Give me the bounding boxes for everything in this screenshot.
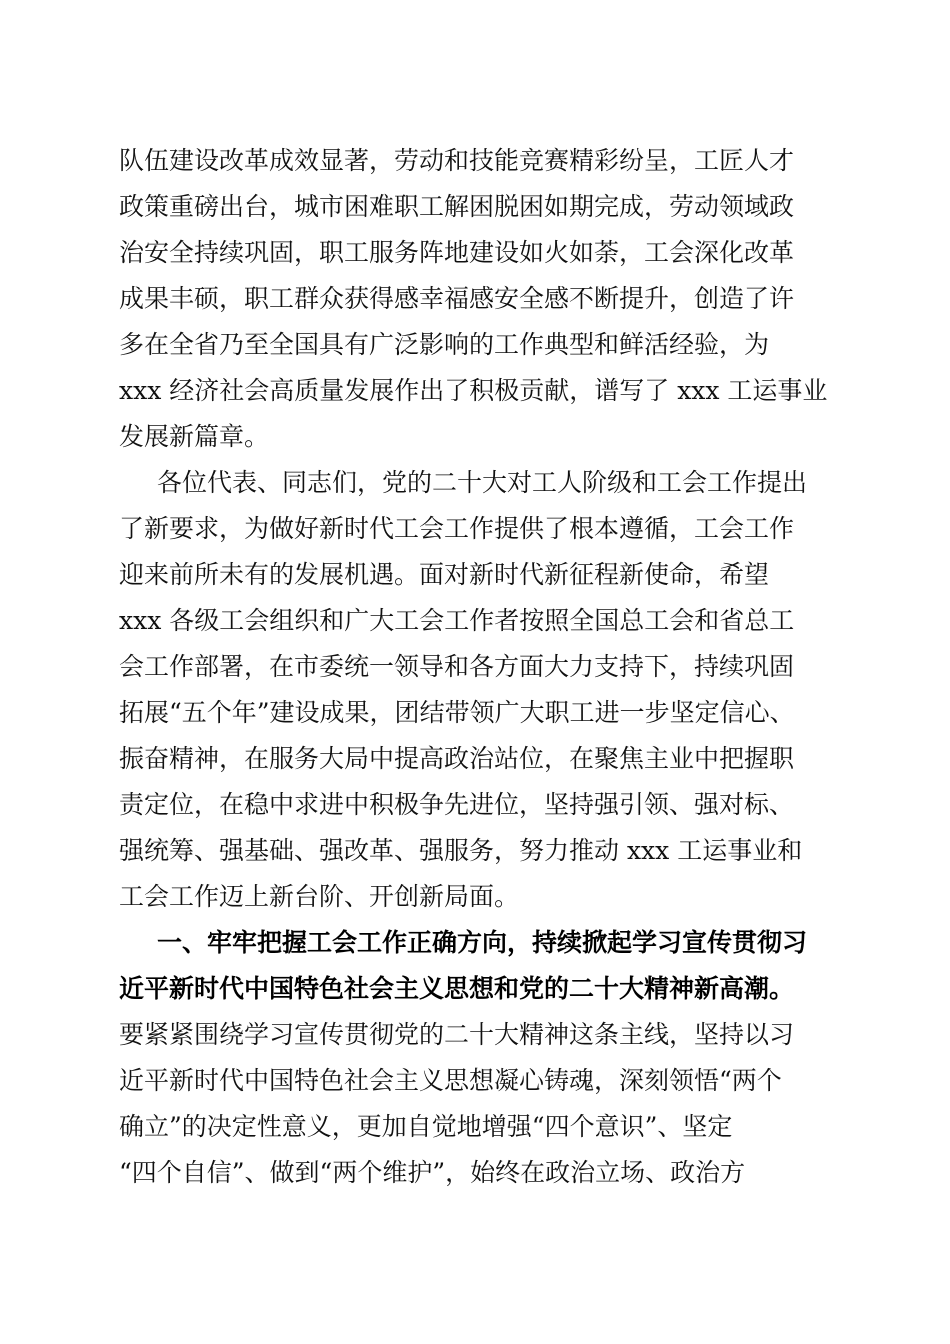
text-line: 强统筹、强基础、强改革、强服务，努力推动 xxx 工运事业和: [119, 836, 803, 865]
text-line: 确立”的决定性意义，更加自觉地增强“四个意识”、坚定: [119, 1112, 733, 1141]
text-line: 振奋精神，在服务大局中提高政治站位，在聚焦主业中把握职: [119, 744, 795, 773]
text-line: 各位代表、同志们，党的二十大对工人阶级和工会工作提出: [157, 468, 808, 497]
text-line: 拓展“五个年”建设成果，团结带领广大职工进一步坚定信心、: [119, 698, 795, 727]
text-line: 治安全持续巩固，职工服务阵地建设如火如荼，工会深化改革: [119, 238, 795, 267]
text-line: 工会工作迈上新台阶、开创新局面。: [119, 882, 520, 911]
text-line: 责定位，在稳中求进中积极争先进位，坚持强引领、强对标、: [119, 790, 795, 819]
text-line: 近平新时代中国特色社会主义思想凝心铸魂，深刻领悟“两个: [119, 1066, 782, 1095]
text-line: 发展新篇章。: [119, 422, 270, 451]
text-line: 迎来前所未有的发展机遇。面对新时代新征程新使命，希望: [119, 560, 770, 589]
text-line: “四个自信”、做到“两个维护”，始终在政治立场、政治方: [119, 1158, 746, 1187]
section-heading-line: 近平新时代中国特色社会主义思想和党的二十大精神新高潮。: [119, 974, 795, 1003]
text-line: 多在全省乃至全国具有广泛影响的工作典型和鲜活经验，为: [119, 330, 770, 359]
text-line: 政策重磅出台，城市困难职工解困脱困如期完成，劳动领域政: [119, 192, 795, 221]
text-line: 要紧紧围绕学习宣传贯彻党的二十大精神这条主线，坚持以习: [119, 1020, 795, 1049]
text-line: xxx 经济社会高质量发展作出了积极贡献，谱写了 xxx 工运事业: [119, 376, 828, 405]
text-line: xxx 各级工会组织和广大工会工作者按照全国总工会和省总工: [119, 606, 795, 635]
text-line: 队伍建设改革成效显著，劳动和技能竞赛精彩纷呈，工匠人才: [119, 146, 795, 175]
text-line: 会工作部署，在市委统一领导和各方面大力支持下，持续巩固: [119, 652, 795, 681]
section-heading-line: 一、牢牢把握工会工作正确方向，持续掀起学习宣传贯彻习: [157, 928, 808, 957]
text-line: 了新要求，为做好新时代工会工作提供了根本遵循，工会工作: [119, 514, 795, 543]
text-line: 成果丰硕，职工群众获得感幸福感安全感不断提升，创造了许: [119, 284, 795, 313]
